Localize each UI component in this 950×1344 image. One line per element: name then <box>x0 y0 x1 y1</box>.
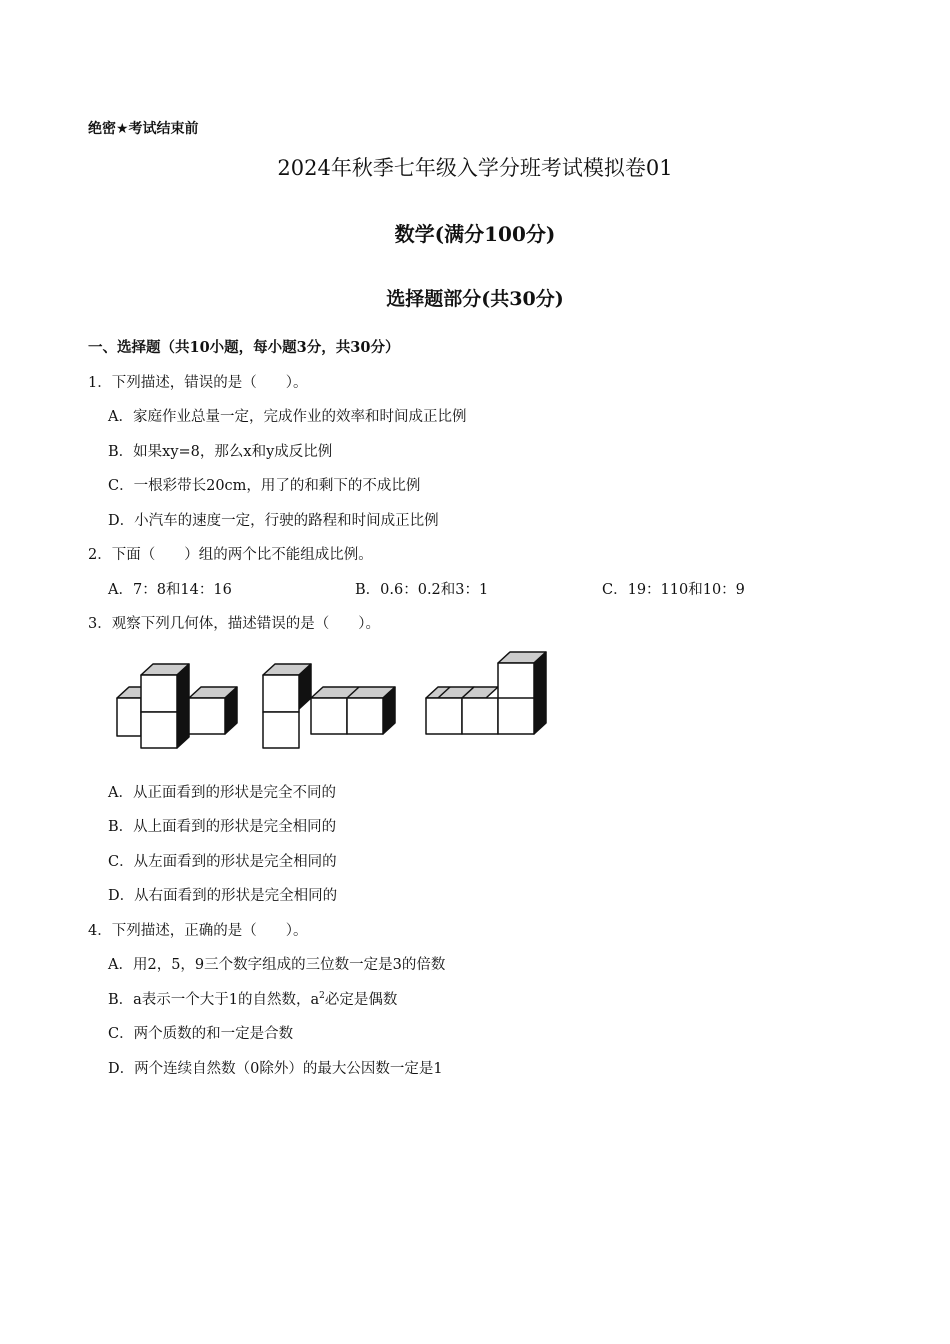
question-4-option-a: A．用2，5，9三个数字组成的三位数一定是3的倍数 <box>108 957 446 973</box>
solid-3 <box>426 652 546 734</box>
question-2-stem: 2．下面（ ）组的两个比不能组成比例。 <box>88 547 373 563</box>
exponent: 2 <box>319 991 325 1002</box>
question-3-option-b: B．从上面看到的形状是完全相同的 <box>108 819 337 835</box>
question-4-option-d: D．两个连续自然数（0除外）的最大公因数一定是1 <box>108 1061 443 1077</box>
cube-solids-figure <box>110 650 555 756</box>
question-1-option-a: A．家庭作业总量一定，完成作业的效率和时间成正比例 <box>108 409 467 425</box>
question-3-option-a: A．从正面看到的形状是完全不同的 <box>108 785 336 801</box>
solid-2 <box>263 664 395 748</box>
question-4-option-b <box>108 988 397 1009</box>
part-heading: 选择题部分(共30分) <box>386 288 564 310</box>
solid-1 <box>117 664 237 748</box>
question-3-stem: 3．观察下列几何体，描述错误的是（ ）。 <box>88 616 380 632</box>
question-4-stem: 4．下列描述，正确的是（ ）。 <box>88 923 308 939</box>
question-3-option-c: C．从左面看到的形状是完全相同的 <box>108 854 337 870</box>
confidential-mark: 绝密★考试结束前 <box>88 121 199 137</box>
question-1-option-c: C．一根彩带长20cm，用了的和剩下的不成比例 <box>108 478 421 494</box>
section-heading: 一、选择题（共10小题，每小题3分，共30分） <box>88 339 400 356</box>
question-1-stem: 1．下列描述，错误的是（ ）。 <box>88 375 308 391</box>
question-3-option-d: D．从右面看到的形状是完全相同的 <box>108 888 338 904</box>
option-b-text-start: B．a表示一个大于1的自然数，a <box>108 992 320 1008</box>
question-2-option-a: A．7：8和14：16 <box>108 582 232 598</box>
exam-subtitle: 数学(满分100分) <box>394 222 556 246</box>
option-b-text-end: 必定是偶数 <box>324 992 398 1008</box>
page-title: 2024年秋季七年级入学分班考试模拟卷01 <box>277 156 673 180</box>
question-2-option-c: C．19：110和10：9 <box>602 582 745 598</box>
question-4-option-c: C．两个质数的和一定是合数 <box>108 1026 294 1042</box>
question-1-option-d: D．小汽车的速度一定，行驶的路程和时间成正比例 <box>108 513 439 529</box>
question-1-option-b: B．如果xy=8，那么x和y成反比例 <box>108 444 333 460</box>
question-2-option-b: B．0.6：0.2和3：1 <box>355 582 489 598</box>
